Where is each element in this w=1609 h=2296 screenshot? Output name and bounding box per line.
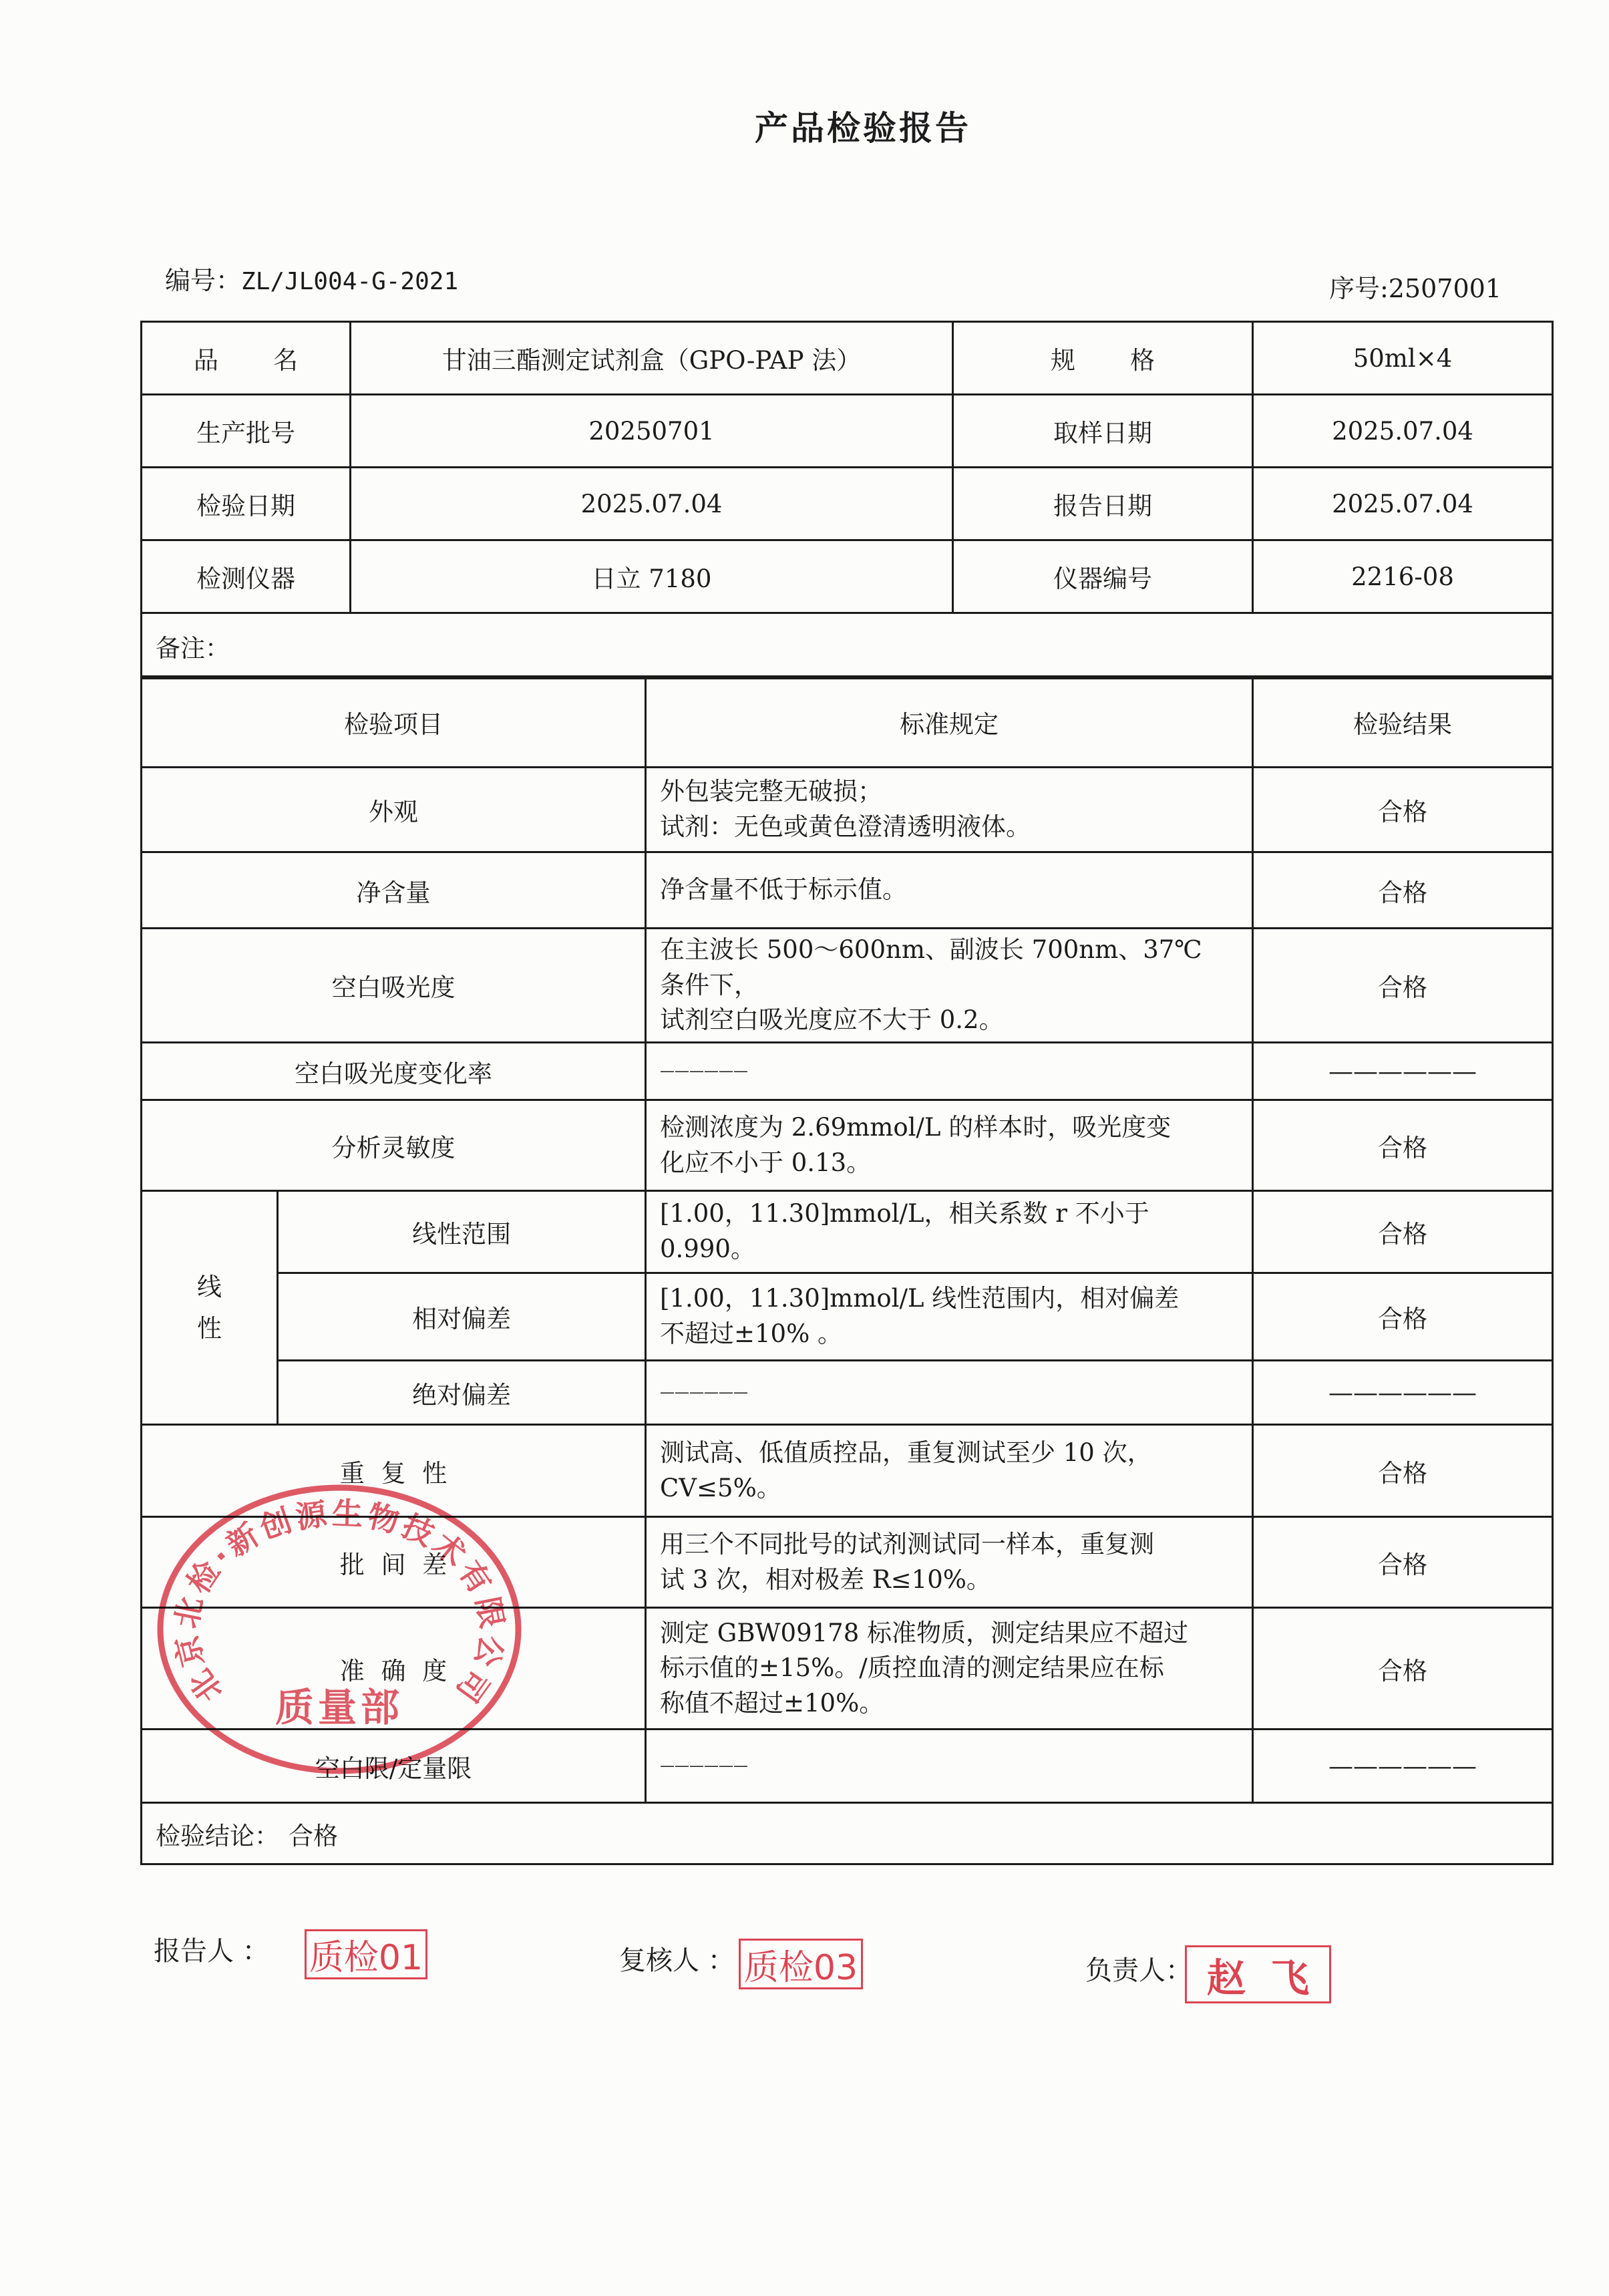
report-title: 产品检验报告 (755, 108, 971, 148)
reporter-label: 报告人 ： (154, 1936, 269, 1967)
reporter-stamp: 质检01 (305, 1929, 427, 1979)
standard-line: 试剂空白吸光度应不大于 0.2。 (660, 1005, 1004, 1035)
test-result: 合格 (1253, 1517, 1553, 1608)
spec-label: 规 格 (953, 322, 1253, 395)
test-row-blank-absorbance-change (142, 1043, 1553, 1100)
report-code-value: ZL/JL004-G-2021 (241, 268, 459, 295)
instrument-no-label: 仪器编号 (953, 540, 1253, 613)
test-result: —————— (1253, 1043, 1553, 1100)
test-result: 合格 (1253, 929, 1553, 1043)
test-row-absolute-deviation (142, 1361, 1553, 1425)
standard-line: 化应不小于 0.13。 (660, 1148, 872, 1177)
reviewer-stamp: 质检03 (739, 1939, 863, 1989)
test-standard (646, 1425, 1253, 1517)
standard-line: 试 3 次，相对极差 R≤10%。 (660, 1565, 991, 1594)
test-item: 绝对偏差 (278, 1361, 646, 1425)
standard-line: 用三个不同批号的试剂测试同一样本，重复测 (660, 1529, 1154, 1559)
test-item: 外观 (142, 768, 646, 852)
conclusion-row (142, 1803, 1553, 1864)
info-row-batch (142, 395, 1553, 468)
test-row-blank-absorbance (142, 929, 1553, 1043)
standard-line: 标示值的±15%。/质控血清的测定结果应在标 (660, 1653, 1164, 1683)
conclusion-value: 合格 (289, 1821, 338, 1850)
seal-department-text: 质量部 (275, 1685, 404, 1730)
test-item: 空白吸光度变化率 (142, 1043, 646, 1100)
reviewer-label: 复核人 ： (619, 1945, 735, 1976)
standard-line: 检测浓度为 2.69mmol/L 的样本时，吸光度变 (660, 1112, 1172, 1142)
responsible-label: 负责人： (1085, 1955, 1192, 1986)
test-standard (646, 1361, 1253, 1425)
standard-line: 不超过±10% 。 (660, 1319, 843, 1348)
test-result: 合格 (1253, 768, 1553, 852)
sampling-date-value: 2025.07.04 (1253, 395, 1553, 468)
info-row-instrument (142, 540, 1553, 613)
test-result: —————— (1253, 1730, 1553, 1803)
report-serial-value: 2507001 (1388, 274, 1501, 303)
test-result: 合格 (1253, 852, 1553, 929)
instrument-value: 日立 7180 (351, 540, 953, 613)
spec-value: 50ml×4 (1253, 322, 1553, 395)
test-item: 线性范围 (278, 1191, 646, 1273)
conclusion-label: 检验结论： (156, 1821, 279, 1850)
standard-line: 条件下， (660, 970, 759, 999)
test-standard (646, 768, 1253, 852)
product-info-table (140, 321, 1554, 679)
standard-line: [1.00，11.30]mmol/L，相关系数 r 不小于 (660, 1199, 1149, 1228)
report-code-label: 编号： (165, 266, 242, 295)
test-standard (646, 1517, 1253, 1608)
standard-line: 称值不超过±10%。 (660, 1688, 884, 1717)
header-result: 检验结果 (1253, 677, 1553, 768)
standard-line: CV≤5%。 (660, 1473, 781, 1502)
standard-line: —————— (660, 1062, 748, 1080)
name-label: 品 名 (142, 322, 351, 395)
test-item: 准 确 度 (142, 1608, 646, 1730)
standard-line: 在主波长 500～600nm、副波长 700nm、37℃ (660, 935, 1202, 965)
instrument-label: 检测仪器 (142, 540, 351, 613)
header-standard: 标准规定 (646, 677, 1253, 768)
product-name: 甘油三酯测定试剂盒（GPO-PAP 法） (351, 322, 953, 395)
test-result: —————— (1253, 1361, 1553, 1425)
inspection-date-label: 检验日期 (142, 468, 351, 540)
standard-line: [1.00，11.30]mmol/L 线性范围内，相对偏差 (660, 1284, 1180, 1313)
test-row-appearance (142, 768, 1553, 852)
inspection-date-value: 2025.07.04 (351, 468, 953, 540)
report-code (165, 264, 458, 299)
test-item: 批 间 差 (142, 1517, 646, 1608)
standard-line: 测定 GBW09178 标准物质，测定结果应不超过 (660, 1618, 1189, 1647)
linearity-group-label (142, 1191, 278, 1425)
report-date-label: 报告日期 (953, 468, 1253, 540)
test-row-net-content (142, 852, 1553, 929)
info-row-dates (142, 468, 1553, 540)
conclusion-cell (142, 1803, 1553, 1864)
report-date-value: 2025.07.04 (1253, 468, 1553, 540)
test-standard (646, 1273, 1253, 1361)
batch-value: 20250701 (351, 395, 953, 468)
test-item: 相对偏差 (278, 1273, 646, 1361)
test-standard (646, 1100, 1253, 1191)
test-result: 合格 (1253, 1425, 1553, 1517)
seal-company-arc: 北京北检·新创源生物技术有限公司 (168, 1495, 511, 1709)
batch-label: 生产批号 (142, 395, 351, 468)
report-serial-label: 序号: (1328, 274, 1389, 303)
test-result: 合格 (1253, 1100, 1553, 1191)
responsible-stamp: 赵 飞 (1185, 1945, 1331, 2003)
instrument-no-value: 2216-08 (1253, 540, 1553, 613)
test-item: 空白吸光度 (142, 929, 646, 1043)
standard-line: 0.990。 (660, 1235, 755, 1263)
info-row-name (142, 322, 1553, 395)
test-item: 空白限/定量限 (142, 1730, 646, 1803)
report-serial (1329, 272, 1501, 305)
test-standard (646, 1608, 1253, 1730)
company-seal (146, 1472, 533, 1786)
linearity-label-text: 线性 (197, 1273, 222, 1343)
remarks-label: 备注： (142, 613, 1553, 679)
test-row-linear-range (142, 1191, 1553, 1273)
test-standard (646, 852, 1253, 929)
standard-line: —————— (660, 1383, 748, 1401)
test-result: 合格 (1253, 1608, 1553, 1730)
test-item: 分析灵敏度 (142, 1100, 646, 1191)
test-result: 合格 (1253, 1273, 1553, 1361)
test-standard (646, 1730, 1253, 1803)
standard-line: 测试高、低值质控品，重复测试至少 10 次， (660, 1438, 1152, 1467)
standard-line: 外包装完整无破损； (660, 777, 882, 806)
test-row-relative-deviation (142, 1273, 1553, 1361)
test-header-row (142, 677, 1553, 768)
standard-line: 净含量不低于标示值。 (660, 875, 907, 905)
standard-line: —————— (660, 1757, 748, 1774)
test-item: 重 复 性 (142, 1425, 646, 1517)
test-result: 合格 (1253, 1191, 1553, 1273)
test-item: 净含量 (142, 852, 646, 929)
test-standard (646, 929, 1253, 1043)
test-standard (646, 1043, 1253, 1100)
info-row-remarks (142, 613, 1553, 679)
sampling-date-label: 取样日期 (953, 395, 1253, 468)
header-item: 检验项目 (142, 677, 646, 768)
test-row-sensitivity (142, 1100, 1553, 1191)
test-standard (646, 1191, 1253, 1273)
standard-line: 试剂：无色或黄色澄清透明液体。 (660, 812, 1031, 841)
